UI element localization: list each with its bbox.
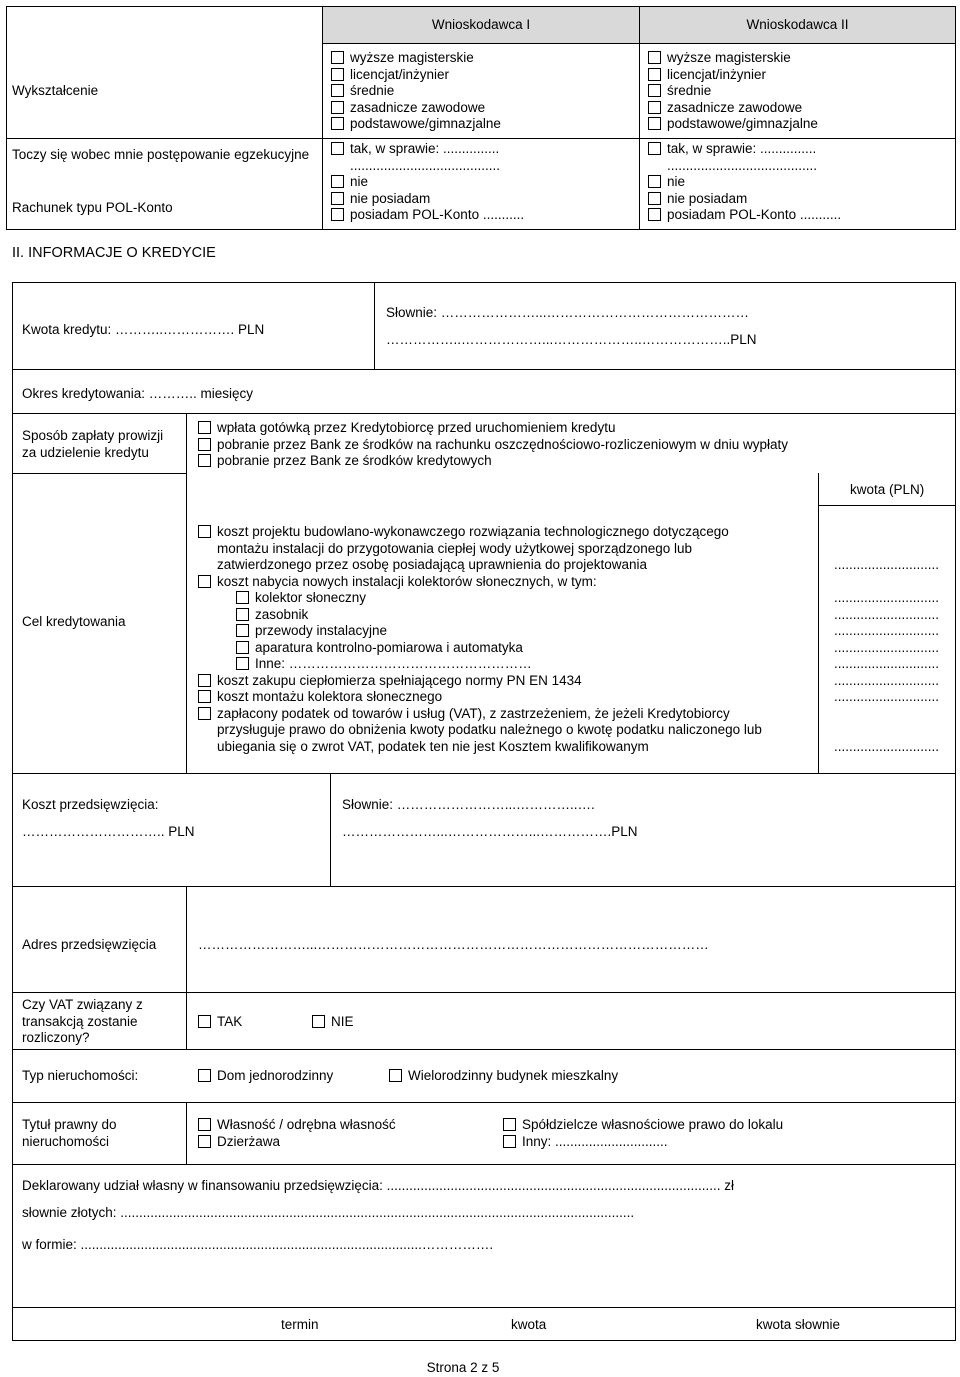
address-label: Adres przedsięwzięcia bbox=[22, 937, 157, 952]
loan-amount[interactable]: Kwota kredytu: ………..……………. PLN bbox=[22, 322, 265, 337]
account-label: Rachunek typu POL-Konto bbox=[12, 200, 173, 215]
checkbox-icon[interactable] bbox=[331, 51, 344, 64]
education-option[interactable]: średnie bbox=[648, 83, 818, 100]
schedule-termin: termin bbox=[281, 1317, 319, 1332]
applicant-1-education bbox=[331, 50, 501, 133]
checkbox-icon[interactable] bbox=[331, 208, 344, 221]
vat-no[interactable]: NIE bbox=[312, 1014, 354, 1031]
checkbox-icon[interactable] bbox=[389, 1069, 402, 1082]
checkbox-icon[interactable] bbox=[331, 101, 344, 114]
purpose-subitem[interactable]: kolektor słoneczny bbox=[198, 590, 762, 607]
amount-field[interactable]: ............................ bbox=[834, 590, 940, 605]
purpose-item[interactable]: koszt projektu budowlano-wykonawczego rozwiązania technologicznego dotyczącego bbox=[198, 524, 762, 541]
purpose-item-cont: ubiegania się o zwrot VAT, podatek ten nie jest Kosztem kwalifikowanym bbox=[217, 738, 649, 754]
checkbox-icon[interactable] bbox=[648, 192, 661, 205]
checkbox-icon[interactable] bbox=[503, 1135, 516, 1148]
account-none[interactable]: nie posiadam bbox=[331, 191, 524, 208]
education-option[interactable]: zasadnicze zawodowe bbox=[331, 100, 501, 117]
applicant-2-header: Wnioskodawca II bbox=[746, 17, 849, 32]
checkbox-icon[interactable] bbox=[331, 175, 344, 188]
purpose-item[interactable]: koszt montażu kolektora słonecznego bbox=[198, 689, 762, 706]
applicant-1-header: Wnioskodawca I bbox=[431, 17, 531, 32]
enforcement-yes[interactable]: tak, w sprawie: ............... bbox=[331, 141, 524, 158]
section-title: II. INFORMACJE O KREDYCIE bbox=[12, 245, 216, 261]
checkbox-icon[interactable] bbox=[198, 1015, 211, 1028]
purpose-subitem[interactable]: Inne: ……………………………………………… bbox=[198, 656, 762, 673]
purpose-subitem[interactable]: aparatura kontrolno-pomiarowa i automatyka bbox=[198, 640, 762, 657]
own-share-words[interactable]: słownie złotych: ......................................................................................................................................... bbox=[22, 1205, 635, 1220]
checkbox-icon[interactable] bbox=[236, 624, 249, 637]
amount-field[interactable]: ............................ bbox=[834, 656, 940, 671]
amount-field[interactable]: ............................ bbox=[834, 689, 940, 704]
purpose-list bbox=[198, 524, 762, 755]
checkbox-icon[interactable] bbox=[198, 1135, 211, 1148]
legal-title-label: Tytuł prawny do nieruchomości bbox=[22, 1117, 117, 1149]
project-cost-label: Koszt przedsięwzięcia: bbox=[22, 797, 159, 812]
own-share-form[interactable]: w formie: ...........................................................................................……………. bbox=[22, 1237, 494, 1252]
amount-field[interactable]: ............................ bbox=[834, 738, 940, 754]
checkbox-icon[interactable] bbox=[648, 117, 661, 130]
property-type-multi[interactable]: Wielorodzinny budynek mieszkalny bbox=[389, 1068, 618, 1085]
fee-option[interactable]: pobranie przez Bank ze środków kredytowych bbox=[198, 453, 788, 470]
purpose-item-cont: zatwierdzonego przez osobę posiadającą uprawnienia do projektowania bbox=[217, 557, 648, 572]
own-share[interactable]: Deklarowany udział własny w finansowaniu przedsięwzięcia: ......................................................................................... zł bbox=[22, 1178, 734, 1193]
enforcement-dots: ........................................ bbox=[667, 157, 818, 173]
project-words-line2[interactable]: …………………...………………...…………….PLN bbox=[342, 824, 638, 839]
purpose-item[interactable]: zapłacony podatek od towarów i usług (VAT), z zastrzeżeniem, że jeżeli Kredytobiorcy bbox=[198, 706, 762, 723]
checkbox-icon[interactable] bbox=[312, 1015, 325, 1028]
amount-field[interactable]: ............................ bbox=[834, 606, 940, 622]
purpose-item[interactable]: koszt zakupu ciepłomierza spełniającego normy PN EN 1434 bbox=[198, 673, 762, 690]
applicant-2-education bbox=[648, 50, 818, 133]
account-has[interactable]: posiadam POL-Konto ........... bbox=[331, 207, 524, 224]
enforcement-no[interactable]: nie bbox=[648, 174, 841, 191]
checkbox-icon[interactable] bbox=[648, 68, 661, 81]
legal-title-options-1 bbox=[198, 1117, 396, 1150]
checkbox-icon[interactable] bbox=[331, 142, 344, 155]
checkbox-icon[interactable] bbox=[648, 175, 661, 188]
vat-label: Czy VAT związany z transakcją zostanie rozliczony? bbox=[22, 997, 143, 1045]
fee-option[interactable]: pobranie przez Bank ze środków na rachunku oszczędnościowo-rozliczeniowym w dniu wypłaty bbox=[198, 437, 788, 454]
checkbox-icon[interactable] bbox=[648, 84, 661, 97]
enforcement-no[interactable]: nie bbox=[331, 174, 524, 191]
page-number: Strona 2 z 5 bbox=[426, 1360, 500, 1375]
purpose-subitem[interactable]: zasobnik bbox=[198, 607, 762, 624]
checkbox-icon[interactable] bbox=[236, 641, 249, 654]
checkbox-icon[interactable] bbox=[198, 525, 211, 538]
checkbox-icon[interactable] bbox=[236, 608, 249, 621]
purpose-item-cont: montażu instalacji do przygotowania ciepłej wody użytkowej sporządzonego lub bbox=[217, 540, 693, 556]
enforcement-dots: ........................................ bbox=[350, 157, 501, 173]
checkbox-icon[interactable] bbox=[198, 438, 211, 451]
title-option[interactable]: Spółdzielcze własnościowe prawo do lokalu bbox=[503, 1117, 783, 1134]
checkbox-icon[interactable] bbox=[198, 690, 211, 703]
checkbox-icon[interactable] bbox=[198, 674, 211, 687]
purpose-item[interactable]: koszt nabycia nowych instalacji kolektorów słonecznych, w tym: bbox=[198, 574, 762, 591]
applicant-2-enforcement bbox=[648, 141, 841, 224]
fee-options bbox=[198, 420, 788, 470]
checkbox-icon[interactable] bbox=[236, 657, 249, 670]
checkbox-icon[interactable] bbox=[198, 1069, 211, 1082]
property-type-house[interactable]: Dom jednorodzinny bbox=[198, 1068, 333, 1085]
education-option[interactable]: podstawowe/gimnazjalne bbox=[648, 116, 818, 133]
amount-field[interactable]: ............................ bbox=[834, 639, 940, 655]
education-option[interactable]: wyższe magisterskie bbox=[331, 50, 501, 67]
checkbox-icon[interactable] bbox=[503, 1118, 516, 1131]
fee-label: Sposób zapłaty prowizji za udzielenie kredytu bbox=[22, 428, 164, 460]
purpose-label: Cel kredytowania bbox=[22, 614, 126, 629]
title-option[interactable]: Dzierżawa bbox=[198, 1134, 396, 1151]
checkbox-icon[interactable] bbox=[648, 51, 661, 64]
education-option[interactable]: licencjat/inżynier bbox=[648, 67, 818, 84]
property-type-label: Typ nieruchomości: bbox=[22, 1068, 139, 1083]
enforcement-label: Toczy się wobec mnie postępowanie egzekucyjne bbox=[12, 147, 310, 162]
loan-words[interactable]: Słownie: …………………...……………………………………… bbox=[386, 305, 750, 320]
vat-yes[interactable]: TAK bbox=[198, 1014, 242, 1031]
checkbox-icon[interactable] bbox=[331, 192, 344, 205]
checkbox-icon[interactable] bbox=[236, 591, 249, 604]
fee-option[interactable]: wpłata gotówką przez Kredytobiorcę przed uruchomieniem kredytu bbox=[198, 420, 788, 437]
account-none[interactable]: nie posiadam bbox=[648, 191, 841, 208]
amount-col-header: kwota (PLN) bbox=[850, 482, 925, 497]
checkbox-icon[interactable] bbox=[198, 575, 211, 588]
project-cost-value[interactable]: ………………………….. PLN bbox=[22, 824, 195, 839]
checkbox-icon[interactable] bbox=[331, 68, 344, 81]
loan-words-line2[interactable]: ……………..………………...………………..………………..PLN bbox=[386, 332, 757, 347]
education-option[interactable]: wyższe magisterskie bbox=[648, 50, 818, 67]
checkbox-icon[interactable] bbox=[198, 454, 211, 467]
checkbox-icon[interactable] bbox=[648, 142, 661, 155]
project-words[interactable]: Słownie: ……………………...…………..…. bbox=[342, 797, 595, 812]
schedule-kwota: kwota bbox=[511, 1317, 547, 1332]
purpose-amounts bbox=[834, 557, 939, 755]
applicant-1-enforcement bbox=[331, 141, 524, 224]
checkbox-icon[interactable] bbox=[198, 1118, 211, 1131]
education-option[interactable]: podstawowe/gimnazjalne bbox=[331, 116, 501, 133]
address-value[interactable]: ……………………...…………………………………………………………………………… bbox=[198, 937, 709, 952]
checkbox-icon[interactable] bbox=[648, 208, 661, 221]
schedule-kwota-slownie: kwota słownie bbox=[756, 1317, 841, 1332]
account-has[interactable]: posiadam POL-Konto ........... bbox=[648, 207, 841, 224]
education-option[interactable]: licencjat/inżynier bbox=[331, 67, 501, 84]
amount-field[interactable]: ............................ bbox=[834, 557, 940, 572]
amount-field[interactable]: ............................ bbox=[834, 623, 940, 638]
title-option[interactable]: Inny: .............................. bbox=[503, 1134, 783, 1151]
amount-field[interactable]: ............................ bbox=[834, 672, 940, 688]
legal-title-options-2 bbox=[503, 1117, 783, 1150]
loan-period[interactable]: Okres kredytowania: ……….. miesięcy bbox=[22, 386, 254, 401]
checkbox-icon[interactable] bbox=[331, 117, 344, 130]
purpose-subitem[interactable]: przewody instalacyjne bbox=[198, 623, 762, 640]
checkbox-icon[interactable] bbox=[331, 84, 344, 97]
title-option[interactable]: Własność / odrębna własność bbox=[198, 1117, 396, 1134]
purpose-item-cont: przysługuje prawo do obniżenia kwoty podatku należnego o kwotę podatku naliczonego lub bbox=[217, 722, 762, 737]
checkbox-icon[interactable] bbox=[198, 421, 211, 434]
education-label: Wykształcenie bbox=[12, 83, 99, 98]
enforcement-yes[interactable]: tak, w sprawie: ............... bbox=[648, 141, 841, 158]
education-option[interactable]: zasadnicze zawodowe bbox=[648, 100, 818, 117]
checkbox-icon[interactable] bbox=[198, 707, 211, 720]
checkbox-icon[interactable] bbox=[648, 101, 661, 114]
education-option[interactable]: średnie bbox=[331, 83, 501, 100]
